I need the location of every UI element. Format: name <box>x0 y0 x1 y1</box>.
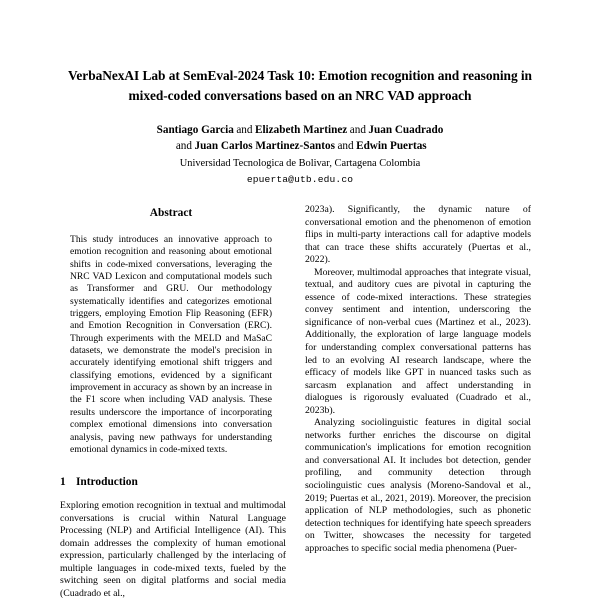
author-name: Juan Carlos Martinez-Santos <box>194 140 335 153</box>
body-paragraph: Analyzing sociolinguistic features in digital social networks further enriches the discourse on digital communication's implications for emotion recognition and conversational AI. It includes bot detection, gender profiling, and community detection through sociolinguistic cues analysis (Moreno-Sandoval et al., 2019; Puertas et al., 2021, 2019). Moreover, the precision application of NLP methodologies, such as phonetic detection techniques for identifying hate speech spreaders on Twitter, showcases the necessity for targeted approaches to specific social media phenomena (Puer- <box>305 417 531 554</box>
introduction-paragraph: Exploring emotion recognition in textual and multimodal conversations is crucial within Natural Language Processing (NLP) and Artificial Intelligence (AI). This domain addresses the complexity of human emotional expression, particularly challenged by the interlacing of multiple languages in code-mixed texts, fueled by the switching seen on digital platforms and social media (Cuadrado et al., <box>60 500 286 600</box>
affiliation: Universidad Tecnologica de Bolivar, Cartagena Colombia <box>179 157 421 169</box>
abstract-text: This study introduces an innovative approach to emotion recognition and reasoning about emotional shifts in code-mixed conversations, leveraging the NRC VAD Lexicon and computational models such as Transformer and GRU. Our methodology systematically identifies and categorizes emotional triggers, employing Emotion Flip Reasoning (EFR) and Emotion Recognition in Conversation (ERC). Through experiments with the MELD and MaSaC datasets, we demonstrate the model's precision in accurately identifying emotional shift triggers and classifying emotions, evidenced by a significant improvement in accuracy as shown by an increase in the F1 score when including VAD analysis. These results underscore the importance of incorporating complex emotional dimensions into conversation analysis, paving new pathways for understanding emotional dynamics in code-mixed texts. <box>70 234 272 455</box>
author-list <box>60 105 540 155</box>
abstract-heading: Abstract <box>149 207 193 219</box>
section-number: 1 <box>60 476 66 489</box>
section-title: Introduction <box>76 476 138 489</box>
right-column <box>305 203 531 600</box>
author-conjunction: and <box>337 140 354 153</box>
author-name: Santiago Garcia <box>156 124 234 136</box>
left-column <box>60 203 286 600</box>
body-paragraph: Moreover, multimodal approaches that integrate visual, textual, and auditory cues are pivotal in capturing the essence of code-mixed interactions. These strategies convey sentiment and intention, underscoring the significance of non-verbal cues (Martinez et al., 2023). Additionally, the exploration of large language models for understanding complex conversational patterns has led to an evolving AI research landscape, where the efficacy of models like GPT in nuanced tasks such as sarcasm explanation and affect understanding in dialogues is rigorously evaluated (Cuadrado et al., 2023b). <box>305 266 531 416</box>
author-conjunction: and <box>236 124 253 136</box>
author-conjunction: and <box>175 140 192 153</box>
author-name: Edwin Puertas <box>356 140 427 153</box>
abstract-section <box>60 203 286 456</box>
contact-email[interactable]: epuerta@utb.edu.co <box>246 173 354 185</box>
author-name: Juan Cuadrado <box>368 124 444 136</box>
author-conjunction: and <box>349 124 366 136</box>
paragraph-continued: 2023a). Significantly, the dynamic nature of conversational emotion and the phenomenon of emotion flips in multi-party interactions call for adaptive models that can trace these shifts accurately (Puertas et al., 2022). <box>305 204 531 266</box>
page-title: VerbaNexAI Lab at SemEval-2024 Task 10: Emotion recognition and reasoning in mixed-coded conversations based on an NRC VAD approach <box>68 68 532 103</box>
section-heading-introduction <box>60 456 286 489</box>
body-columns <box>60 203 540 600</box>
author-name: Elizabeth Martinez <box>254 124 348 136</box>
